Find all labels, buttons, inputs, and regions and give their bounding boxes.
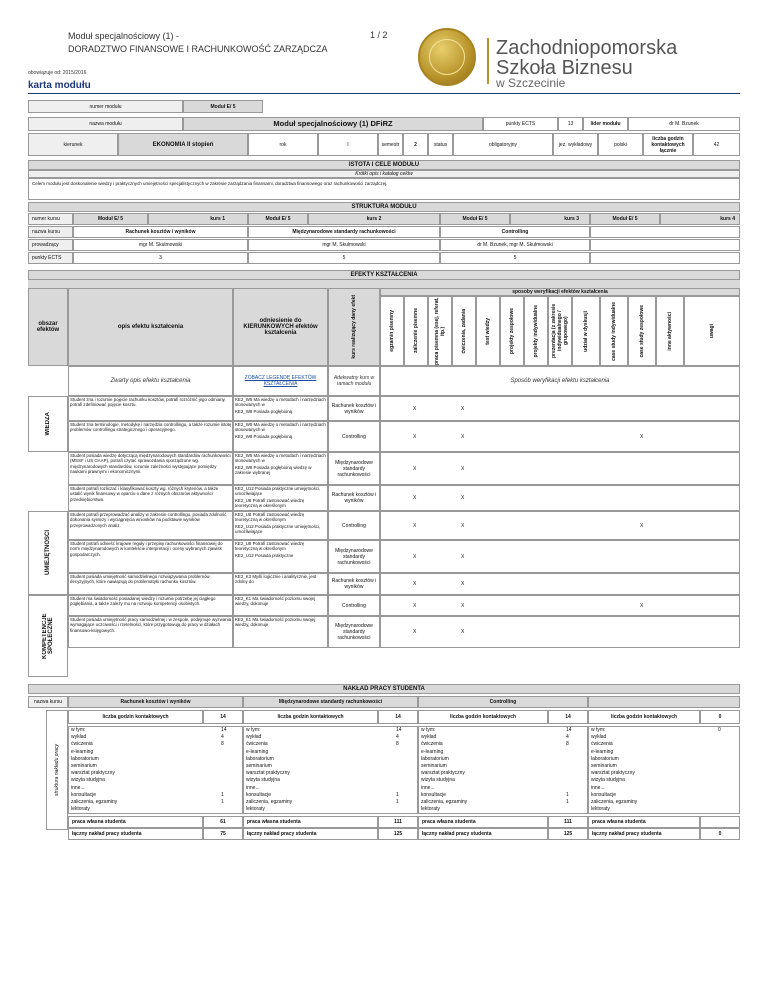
method-header-7: prezentacja (z zakresie indywidualnego / grupowego) bbox=[548, 296, 572, 366]
naklad-item-value: 1 bbox=[566, 791, 569, 798]
efekt-odniesienie: KE2_K1 Ma świadomość poziomu swojej wiedzy, dokonuje bbox=[235, 596, 316, 607]
logo-line-1: Zachodniopomorska bbox=[496, 37, 678, 59]
kurs-4-ects bbox=[590, 252, 740, 264]
naklad-item-label: seminarium bbox=[591, 763, 617, 769]
efekt-odniesienie-2: KE2_U12 Posiada praktyczne umiejętności, umożliwiające bbox=[235, 524, 321, 535]
efekt-x-cwiczenia: X bbox=[461, 405, 465, 412]
naklad-item-label: konsultacje bbox=[71, 791, 97, 798]
naklad-item-label: w tym: bbox=[71, 727, 86, 733]
area-umiejetnosci: UMIEJĘTNOŚCI bbox=[28, 511, 68, 595]
kierunek-value: EKONOMIA II stopień bbox=[118, 133, 248, 156]
kurs-1-prowadzacy: mgr M. Skulmowski bbox=[73, 239, 248, 251]
rok-label: rok bbox=[248, 133, 318, 156]
efekt-opis: Student ma świadomość posiadanej wiedzy i rozumie potrzebę jej ciągłego pogłębiania, a także zależy mu na rozwoju kompetencji osobistych. bbox=[70, 596, 216, 607]
efekt-odniesienie: KE2_U8 Potrafi zastosować wiedzę teoretyczną w określonym bbox=[235, 541, 305, 552]
kurs-3-ects: 5 bbox=[440, 252, 590, 264]
kurs-3-name: Controlling bbox=[440, 226, 590, 238]
naklad-laczny-label: łączny nakład pracy studenta bbox=[588, 828, 700, 840]
zwarty-label: Zwarty opis efektu kształcenia bbox=[68, 366, 233, 396]
naklad-item-label: zaliczenia, egzaminy bbox=[71, 799, 118, 805]
efekt-kurs: Rachunek kosztów i wyników bbox=[328, 396, 380, 421]
ects-kurs-label: punkty ECTS bbox=[28, 252, 73, 264]
naklad-laczny-label: łączny nakład pracy studenta bbox=[243, 828, 378, 840]
title-line-1: Moduł specjalnościowy (1) - bbox=[68, 31, 180, 41]
efekt-x-case-study: X bbox=[640, 602, 644, 609]
naklad-item-value: 1 bbox=[396, 799, 399, 805]
naklad-godz-value: 0 bbox=[700, 710, 740, 724]
godz-value: 42 bbox=[693, 133, 740, 156]
kurs-4-prowadzacy bbox=[590, 239, 740, 251]
naklad-item-label: konsultacje bbox=[591, 791, 617, 798]
efekt-odniesienie-2: KE2_W8 Posiada pogłębioną wiedzę w zakresie wybranej bbox=[235, 465, 312, 476]
naklad-laczny-label: łączny nakład pracy studenta bbox=[68, 828, 203, 840]
naklad-item-label: warsztat praktyczny bbox=[71, 770, 115, 777]
method-header-11: inne aktywności bbox=[656, 296, 684, 366]
efekt-x-zaliczenie: X bbox=[413, 405, 417, 412]
efekt-x-cwiczenia: X bbox=[461, 433, 465, 440]
logo-divider bbox=[487, 38, 489, 84]
naklad-item-label: konsultacje bbox=[246, 791, 272, 798]
efekt-x-cwiczenia: X bbox=[461, 629, 465, 635]
struktura-header: STRUKTURA MODUŁU bbox=[28, 202, 740, 212]
naklad-item-label: seminarium bbox=[71, 763, 97, 769]
naklad-wlasna-label: praca własna studenta bbox=[68, 816, 203, 828]
efekt-kurs: Controlling bbox=[328, 595, 380, 616]
efekt-odniesienie-2 bbox=[235, 586, 327, 594]
naklad-item-label: lektoraty bbox=[591, 806, 610, 813]
naklad-item-label: zaliczenia, egzaminy bbox=[246, 799, 293, 805]
naklad-item-value: 1 bbox=[396, 791, 399, 798]
naklad-item-label: wizyta studyjna bbox=[421, 777, 455, 784]
kurs-1-modul: Moduł E/ 5 bbox=[73, 213, 148, 225]
sposob-label: Sposób weryfikacji efektu kształcenia bbox=[380, 366, 740, 396]
semestr-value: 2 bbox=[403, 133, 428, 156]
kurs-3-number: kurs 3 bbox=[510, 213, 590, 225]
efekt-x-zaliczenie: X bbox=[413, 495, 417, 501]
semestr-label: semestr bbox=[378, 133, 403, 156]
efekt-x-cwiczenia: X bbox=[461, 522, 465, 529]
efekt-kurs: Międzynarodowe standardy rachunkowości bbox=[328, 540, 380, 573]
method-header-0: egzamin pisemny bbox=[380, 296, 404, 366]
naklad-item-value: 14 bbox=[221, 727, 227, 733]
naklad-wlasna-value bbox=[700, 816, 740, 828]
adekwatny-label: Adekwatny kurs w ramach modułu bbox=[328, 366, 380, 396]
sposoby-label: sposoby weryfikacji efektów kształcenia bbox=[380, 288, 740, 296]
school-seal-logo bbox=[418, 28, 476, 86]
naklad-item-value: 4 bbox=[396, 734, 399, 741]
kurs-3-prowadzacy: dr M. Bzunek, mgr M. Skulmowski bbox=[440, 239, 590, 251]
naklad-course-name: Międzynarodowe standardy rachunkowości bbox=[243, 696, 418, 708]
kurs-4-number: kurs 4 bbox=[660, 213, 740, 225]
kurs-2-ects: 5 bbox=[248, 252, 440, 264]
naklad-item-value: 8 bbox=[566, 741, 569, 748]
naklad-wlasna-label: praca własna studenta bbox=[588, 816, 700, 828]
efekt-methods-cell bbox=[380, 421, 740, 452]
naklad-item-label: lektoraty bbox=[246, 806, 265, 813]
naklad-item-label: laboratorium bbox=[246, 755, 274, 762]
efekt-x-cwiczenia: X bbox=[461, 602, 465, 609]
naklad-item-label: inne... bbox=[246, 784, 260, 791]
struktura-naklad-label: struktura nakładu pracy bbox=[46, 710, 68, 830]
naklad-item-value: 0 bbox=[718, 727, 721, 733]
efekt-methods-cell bbox=[380, 452, 740, 485]
naklad-nazwa-kursu-label: nazwa kursu bbox=[28, 696, 68, 708]
efekt-x-cwiczenia: X bbox=[461, 465, 465, 472]
efekt-x-case-study: X bbox=[640, 433, 644, 440]
method-header-1: zaliczenie pisemne bbox=[404, 296, 428, 366]
efekt-x-zaliczenie: X bbox=[413, 629, 417, 635]
lider-value: dr M. Bzunek bbox=[628, 117, 740, 131]
efekt-opis: Student zna terminologie, metodykę i narzędzia controllingu, a także rozumie istotę problemów controllingu strategicznego i operacyjnego. bbox=[70, 422, 232, 433]
card-title: karta modułu bbox=[28, 80, 91, 91]
numer-kursu-label: numer kursu bbox=[28, 213, 73, 225]
nazwa-kursu-label: nazwa kursu bbox=[28, 226, 73, 238]
naklad-godz-value: 14 bbox=[203, 710, 243, 724]
naklad-item-label: wizyta studyjna bbox=[591, 777, 625, 784]
naklad-item-label: inne... bbox=[71, 784, 85, 791]
efekt-odniesienie: KE2_W5 Ma wiedzę o metodach i narzędziach stosowanych w bbox=[235, 422, 326, 433]
method-header-2: praca pisemna (esej, referat, itp.) bbox=[428, 296, 452, 366]
naklad-laczny-value: 125 bbox=[548, 828, 588, 840]
efekt-opis: Student posiada umiejętność pracy samodzielnej i w zespole, podejmuje wyzwania wymagające uczciwości i rzetelności, które przygotowują do pracy w działach finansowo-księgowych. bbox=[70, 617, 232, 633]
efekt-kurs: Rachunek kosztów i wyników bbox=[328, 485, 380, 511]
naklad-item-value: 14 bbox=[396, 727, 402, 733]
istota-text: Celem modułu jest doskonalenie wiedzy i praktycznych umiejętności specjalistycznych w zakresie zarządzania finansami, doradztwa finansowego oraz rachunkowości zarządczej. bbox=[28, 178, 740, 200]
naklad-header: NAKŁAD PRACY STUDENTA bbox=[28, 684, 740, 694]
naklad-item-label: wizyta studyjna bbox=[246, 777, 280, 784]
efekt-odniesienie: KE2_K1 Ma świadomość poziomu swojej wiedzy, dokonuje bbox=[235, 617, 316, 628]
naklad-item-label: w tym: bbox=[591, 727, 606, 733]
rok-value: I bbox=[318, 133, 378, 156]
naklad-item-label: warsztat praktyczny bbox=[591, 770, 635, 777]
naklad-item-value: 1 bbox=[221, 799, 224, 805]
efekt-methods-cell bbox=[380, 573, 740, 595]
status-label: status bbox=[428, 133, 453, 156]
naklad-item-label: wykład bbox=[71, 734, 87, 741]
method-header-8: udział w dyskusji bbox=[572, 296, 600, 366]
naklad-item-label: warsztat praktyczny bbox=[246, 770, 290, 777]
efekt-odniesienie: KE2_W5 Ma wiedzę o metodach i narzędziach stosowanych w bbox=[235, 453, 326, 464]
efekt-kurs: Międzynarodowe standardy rachunkowości bbox=[328, 452, 380, 485]
efekt-methods-cell bbox=[380, 540, 740, 573]
kurs-realizujacy-label: kurs realizujący dany efekt bbox=[328, 288, 380, 366]
naklad-course-name: Rachunek kosztów i wyników bbox=[68, 696, 243, 708]
naklad-item-label: e-learning bbox=[246, 748, 269, 755]
naklad-item-label: wykład bbox=[421, 734, 437, 741]
area-wiedza: WIEDZA bbox=[28, 396, 68, 452]
naklad-item-label: wykład bbox=[246, 734, 262, 741]
naklad-liczba-label: liczba godzin kontaktowych bbox=[588, 710, 700, 724]
nazwa-modulu-value: Moduł specjalnościowy (1) DFiRZ bbox=[183, 117, 483, 131]
naklad-item-value: 4 bbox=[221, 734, 224, 741]
efekt-x-zaliczenie: X bbox=[413, 522, 417, 529]
naklad-item-label: e-learning bbox=[591, 748, 614, 755]
naklad-godz-value: 14 bbox=[548, 710, 588, 724]
method-header-10: case study zespołowe bbox=[628, 296, 656, 366]
efekt-opis: Student zna i rozumie pojęcie rachunku kosztów, potrafi rozróżnić jego odmiany, potrafi zdefiniować pojęcie kosztu. bbox=[70, 397, 226, 408]
efekt-opis: Student posiada wiedzę dotyczącą międzynarodowych standardów rachunkowości (MSSF i US GAAP), potrafi czytać sprawozdania sporządzone wg. międzynarodowych standardów, rozumie zależności występujące pomiędzy naukami prawnymi i ekonomicznymi. bbox=[70, 453, 231, 475]
kurs-2-modul: Moduł E/ 5 bbox=[248, 213, 308, 225]
naklad-item-label: inne... bbox=[591, 784, 605, 791]
efekt-odniesienie-2: KE2_W8 Posiada pogłębioną bbox=[235, 434, 293, 439]
lider-label: lider modułu bbox=[583, 117, 628, 131]
kurs-4-name bbox=[590, 226, 740, 238]
jez-value: polski bbox=[598, 133, 643, 156]
efekt-odniesienie-2: KE2_U12 Posiada praktyczne bbox=[235, 553, 294, 558]
area-kompetencje: KOMPETENCJE SPOŁECZNE bbox=[28, 595, 68, 677]
naklad-laczny-value: 125 bbox=[378, 828, 418, 840]
naklad-item-label: zaliczenia, egzaminy bbox=[421, 799, 468, 805]
method-header-9: case study indywidualne bbox=[600, 296, 628, 366]
naklad-item-label: ćwiczenia bbox=[246, 741, 268, 748]
naklad-item-value: 1 bbox=[221, 791, 224, 798]
naklad-item-label: seminarium bbox=[246, 763, 272, 769]
naklad-item-label: seminarium bbox=[421, 763, 447, 769]
naklad-wlasna-label: praca własna studenta bbox=[418, 816, 548, 828]
method-header-12: uwagi bbox=[684, 296, 740, 366]
naklad-wlasna-value: 61 bbox=[203, 816, 243, 828]
status-value: obligatoryjny bbox=[453, 133, 553, 156]
naklad-laczny-label: łączny nakład pracy studenta bbox=[418, 828, 548, 840]
efekt-kurs: Controlling bbox=[328, 511, 380, 540]
efekt-kurs: Controlling bbox=[328, 421, 380, 452]
efekt-odniesienie-2: KE2_U8 Potrafi zastosować wiedzę teoretyczną w określonym bbox=[235, 498, 305, 509]
naklad-laczny-value: 0 bbox=[700, 828, 740, 840]
efekt-odniesienie-2 bbox=[235, 608, 327, 615]
naklad-item-value: 4 bbox=[566, 734, 569, 741]
naklad-liczba-label: liczba godzin kontaktowych bbox=[68, 710, 203, 724]
naklad-item-value: 8 bbox=[396, 741, 399, 748]
efekt-odniesienie: KE2_U12 Posiada praktyczne umiejętności, umożliwiające bbox=[235, 486, 321, 497]
efekt-x-zaliczenie: X bbox=[413, 433, 417, 440]
method-header-4: test wiedzy bbox=[476, 296, 500, 366]
nazwa-modulu-label: nazwa modułu bbox=[28, 117, 183, 131]
efekt-kurs: Rachunek kosztów i wyników bbox=[328, 573, 380, 595]
naklad-wlasna-value: 111 bbox=[548, 816, 588, 828]
godz-label: liczba godzin kontaktowych łącznie bbox=[643, 133, 693, 156]
naklad-item-label: w tym: bbox=[246, 727, 261, 733]
naklad-liczba-label: liczba godzin kontaktowych bbox=[418, 710, 548, 724]
naklad-item-label: ćwiczenia bbox=[421, 741, 443, 748]
numer-modulu-value: Moduł E/ 5 bbox=[183, 100, 263, 113]
efekt-kurs: Międzynarodowe standardy rachunkowości bbox=[328, 616, 380, 648]
legend-link[interactable]: ZOBACZ LEGENDĘ EFEKTÓW KSZTAŁCENIA bbox=[233, 366, 328, 396]
naklad-item-value: 8 bbox=[221, 741, 224, 748]
naklad-item-label: wykład bbox=[591, 734, 607, 741]
naklad-item-label: laboratorium bbox=[591, 755, 619, 762]
obszar-label: obszar efektów bbox=[28, 288, 68, 366]
title-line-2: DORADZTWO FINANSOWE I RACHUNKOWOŚĆ ZARZĄDCZA bbox=[68, 44, 328, 54]
efekt-opis: Student posiada umiejętność samodzielnego rozwiązywania problemów decyzyjnych, które nawiązują do problematyki rachunku kosztów. bbox=[70, 574, 210, 585]
document-title bbox=[68, 30, 328, 56]
efekt-x-zaliczenie: X bbox=[413, 553, 417, 560]
ects-label: punkty ECTS bbox=[483, 117, 558, 131]
efekt-methods-cell bbox=[380, 396, 740, 421]
efekt-x-cwiczenia: X bbox=[461, 581, 465, 587]
efekt-odniesienie: KE2_W5 Ma wiedzę o metodach i narzędziach stosowanych w bbox=[235, 397, 326, 408]
kurs-3-modul: Moduł E/ 5 bbox=[440, 213, 510, 225]
naklad-wlasna-label: praca własna studenta bbox=[243, 816, 378, 828]
naklad-item-label: warsztat praktyczny bbox=[421, 770, 465, 777]
naklad-item-label: laboratorium bbox=[71, 755, 99, 762]
naklad-item-value: 1 bbox=[566, 799, 569, 805]
naklad-item-label: e-learning bbox=[421, 748, 444, 755]
kurs-4-modul: Moduł E/ 5 bbox=[590, 213, 660, 225]
naklad-item-label: konsultacje bbox=[421, 791, 447, 798]
naklad-item-label: zaliczenia, egzaminy bbox=[591, 799, 638, 805]
ects-value: 13 bbox=[558, 117, 583, 131]
kurs-1-name: Rachunek kosztów i wyników bbox=[73, 226, 248, 238]
kurs-2-prowadzacy: mgr M. Skulmowski bbox=[248, 239, 440, 251]
logo-line-3: w Szczecinie bbox=[496, 76, 566, 90]
odniesienie-label: odniesienie do KIERUNKOWYCH efektów kształcenia bbox=[233, 288, 328, 366]
naklad-item-label: ćwiczenia bbox=[71, 741, 93, 748]
method-header-6: projekty indywidualne bbox=[524, 296, 548, 366]
naklad-item-label: wizyta studyjna bbox=[71, 777, 105, 784]
naklad-item-label: e-learning bbox=[71, 748, 94, 755]
naklad-wlasna-value: 111 bbox=[378, 816, 418, 828]
efekt-methods-cell bbox=[380, 595, 740, 616]
efekt-odniesienie-2: KE2_W8 Posiada pogłębioną bbox=[235, 409, 293, 414]
efekt-opis: Student potrafi rozliczać i klasyfikować koszty wg. różnych kryteriów, a także ustalić wynik finansowy w oparciu o dane z różnych obszarów aktywności przedsiębiorstwa. bbox=[70, 486, 219, 502]
istota-header: ISTOTA I CELE MODUŁU bbox=[28, 160, 740, 170]
efekt-x-case-study: X bbox=[640, 522, 644, 529]
naklad-godz-value: 14 bbox=[378, 710, 418, 724]
numer-modulu-label: numer modułu bbox=[28, 100, 183, 113]
naklad-item-label: w tym: bbox=[421, 727, 436, 733]
efekt-x-cwiczenia: X bbox=[461, 553, 465, 560]
logo-line-2: Szkoła Biznesu bbox=[496, 57, 633, 79]
method-header-5: projekty zespołowe bbox=[500, 296, 524, 366]
method-header-3: ćwiczenia, zadania bbox=[452, 296, 476, 366]
efekt-methods-cell bbox=[380, 511, 740, 540]
opis-label: opis efektu kształcenia bbox=[68, 288, 233, 366]
istota-subheader: Krótki opis i katalog celów bbox=[28, 170, 740, 178]
naklad-item-label: ćwiczenia bbox=[591, 741, 613, 748]
kurs-2-number: kurs 2 bbox=[308, 213, 440, 225]
jez-label: jez. wykładowy bbox=[553, 133, 598, 156]
naklad-item-label: inne... bbox=[421, 784, 435, 791]
efekt-odniesienie: KE2_K3 Myśli logicznie i analitycznie, jest zdolny do bbox=[235, 574, 317, 585]
efekt-x-cwiczenia: X bbox=[461, 495, 465, 501]
efekt-x-zaliczenie: X bbox=[413, 465, 417, 472]
naklad-course-name: Controlling bbox=[418, 696, 588, 708]
efekt-methods-cell bbox=[380, 485, 740, 511]
page-number: 1 / 2 bbox=[370, 30, 388, 40]
card-title-underline bbox=[28, 93, 740, 94]
kurs-1-number: kurs 1 bbox=[148, 213, 248, 225]
efekt-opis: Student potrafi przeprowadzać analizy w zakresie controllingu, posiada zdolność dokonania syntezy i wyciągnięcia wniosków na podstawie wyników przeprowadzonych analiz. bbox=[70, 512, 227, 528]
efekt-opis: Student potrafi odnieść krajowe reguły i przepisy rachunkowości finansowej do norm międzynarodowych w kontekście interpretacji i oceny wybranych zjawisk gospodarczych. bbox=[70, 541, 223, 557]
prowadzacy-label: prowadzący bbox=[28, 239, 73, 251]
kurs-2-name: Międzynarodowe standardy rachunkowości bbox=[248, 226, 440, 238]
kierunek-label: kierunek bbox=[28, 133, 118, 156]
naklad-liczba-label: liczba godzin kontaktowych bbox=[243, 710, 378, 724]
naklad-item-value: 14 bbox=[566, 727, 572, 733]
efekt-x-zaliczenie: X bbox=[413, 581, 417, 587]
efekt-odniesienie: KE2_U8 Potrafi zastosować wiedzę teoretyczną w określonym bbox=[235, 512, 305, 523]
efekty-header: EFEKTY KSZTAŁCENIA bbox=[28, 270, 740, 280]
naklad-course-name bbox=[588, 696, 740, 708]
naklad-item-label: lektoraty bbox=[421, 806, 440, 813]
naklad-item-label: laboratorium bbox=[421, 755, 449, 762]
efekt-methods-cell bbox=[380, 616, 740, 648]
kurs-1-ects: 3 bbox=[73, 252, 248, 264]
efekt-x-zaliczenie: X bbox=[413, 602, 417, 609]
naklad-laczny-value: 75 bbox=[203, 828, 243, 840]
efekt-odniesienie-2 bbox=[235, 629, 327, 647]
naklad-item-label: lektoraty bbox=[71, 806, 90, 813]
valid-from: obowiązuje od: 2015/2016 bbox=[28, 70, 87, 76]
